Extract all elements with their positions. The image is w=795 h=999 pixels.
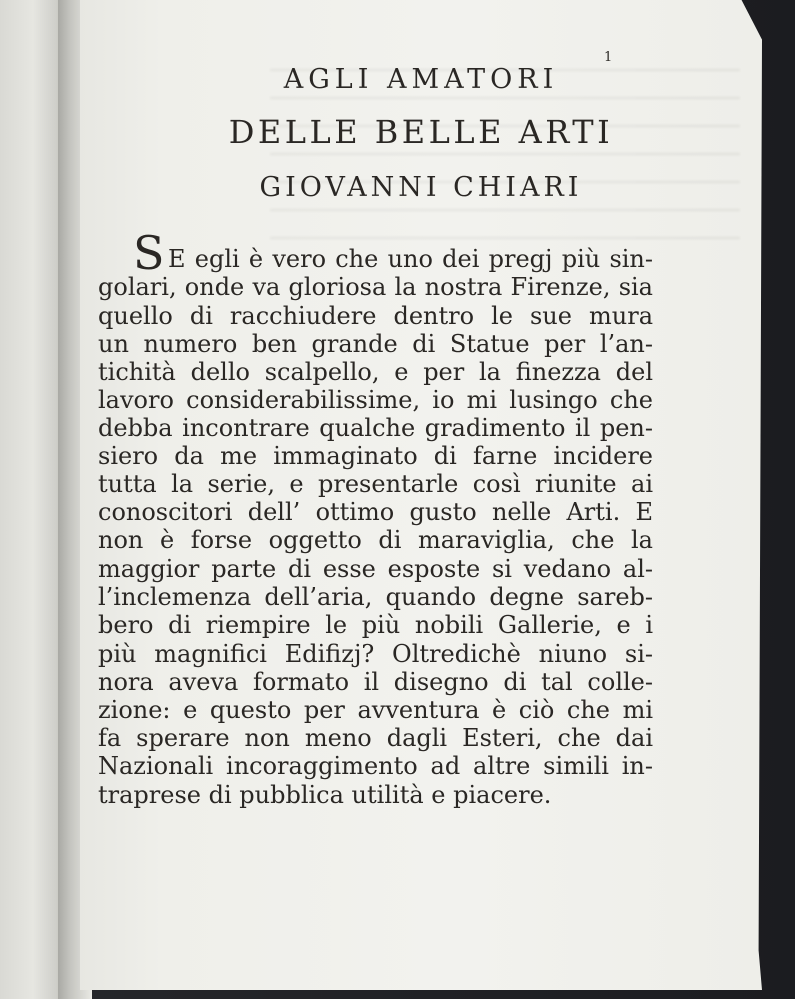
body-line: golari, onde va gloriosa la nostra Firenze, sia: [98, 273, 653, 301]
heading-line-1: AGLI AMATORI: [283, 64, 559, 95]
body-line: nora aveva formato il disegno di tal colle-: [98, 668, 653, 696]
body-line: debba incontrare qualche gradimento il pen-: [98, 414, 653, 442]
drop-cap: S: [133, 226, 165, 280]
body-line-last: traprese di pubblica utilità e piacere.: [98, 781, 552, 809]
body-line: l’inclemenza dell’aria, quando degne sareb-: [98, 583, 653, 611]
body-line: un numero ben grande di Statue per l’an-: [98, 330, 653, 358]
body-line: E egli è vero che uno dei pregj più sin-: [168, 245, 653, 273]
heading-line-2: DELLE BELLE ARTI: [228, 113, 614, 151]
left-page-edge: [0, 0, 66, 999]
body-line: maggior parte di esse esposte si vedano al-: [98, 555, 653, 583]
heading-line-3: GIOVANNI CHIARI: [259, 172, 583, 203]
body-line: più magnifici Edifizj? Oltredichè niuno si-: [98, 640, 653, 668]
body-line: tutta la serie, e presentarle così riunite ai: [98, 470, 653, 498]
body-line: Nazionali incoraggimento ad altre simili in-: [98, 752, 653, 780]
body-line: non è forse oggetto di maraviglia, che la: [98, 526, 653, 554]
page-number: 1: [604, 50, 613, 65]
body-line: lavoro considerabilissime, io mi lusingo che: [98, 386, 653, 414]
body-line: tichità dello scalpello, e per la finezza del: [98, 358, 653, 386]
body-line: conoscitori dell’ ottimo gusto nelle Arti. E: [98, 498, 653, 526]
body-line: siero da me immaginato di farne incidere: [98, 442, 653, 470]
body-line: bero di riempire le più nobili Gallerie, e i: [98, 611, 653, 639]
body-line: fa sperare non meno dagli Esteri, che dai: [98, 724, 653, 752]
body-line: zione: e questo per avventura è ciò che mi: [98, 696, 653, 724]
body-line: quello di racchiudere dentro le sue mura: [98, 302, 653, 330]
